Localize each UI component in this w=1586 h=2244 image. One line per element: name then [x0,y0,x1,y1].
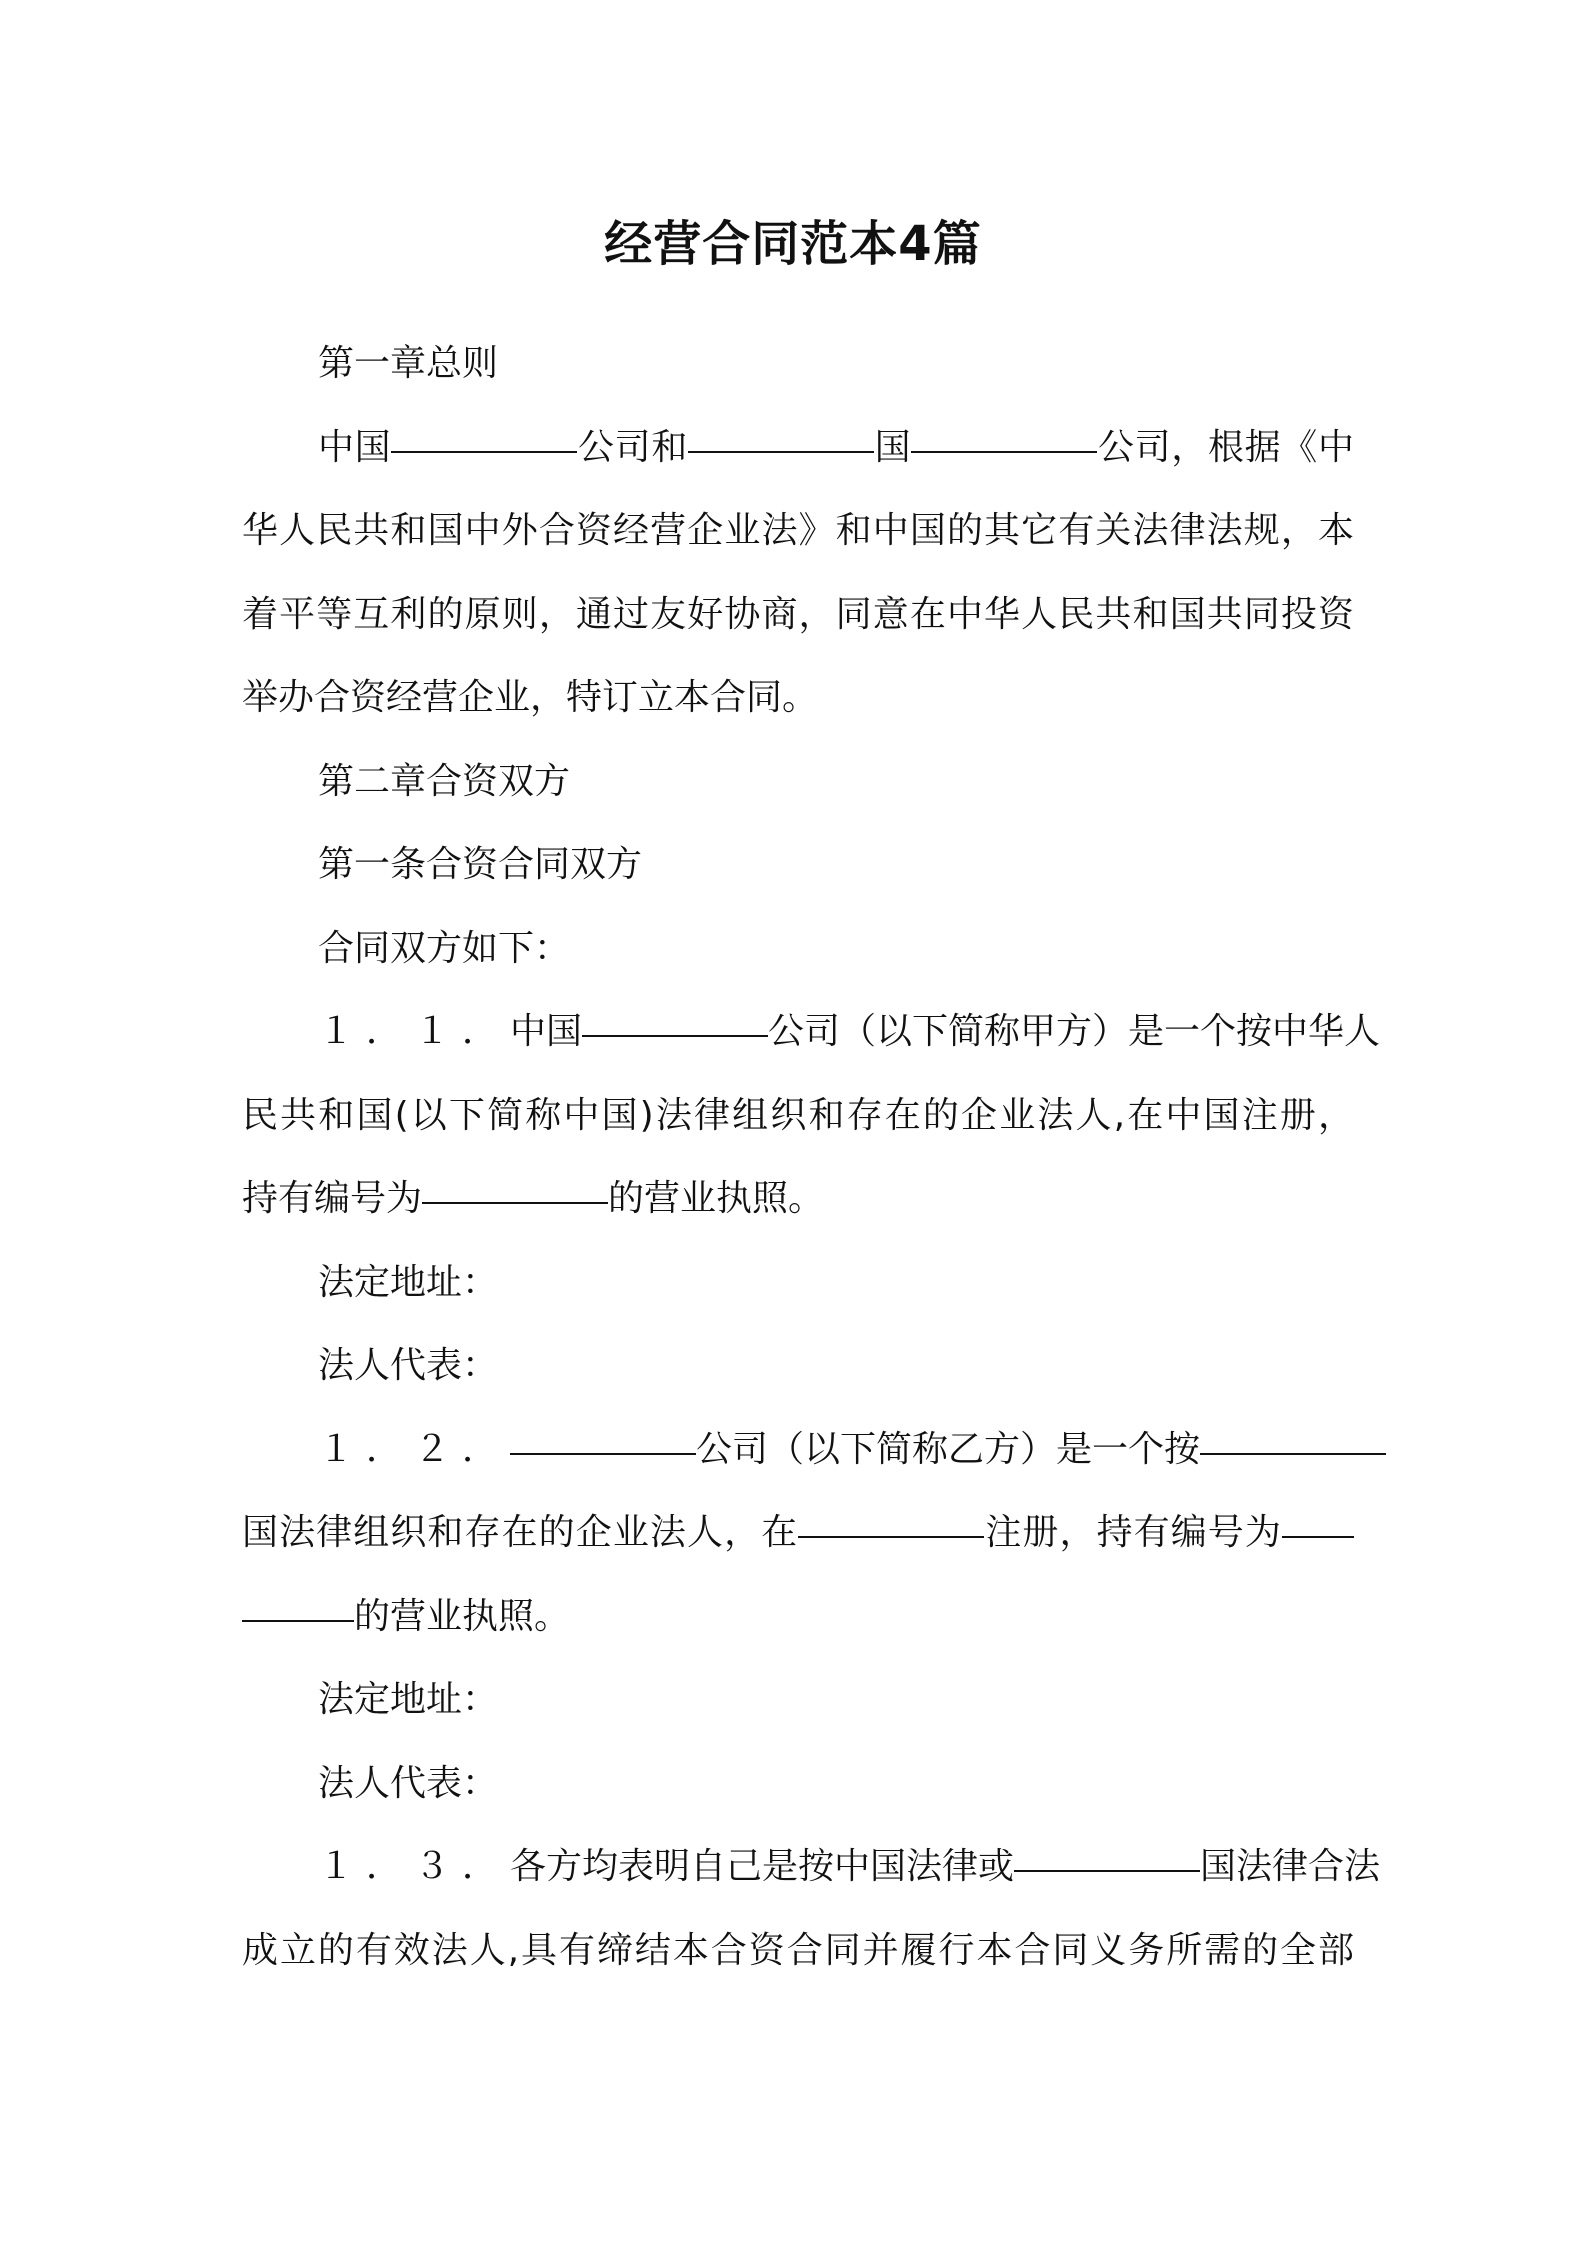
clause-1-2-line-3 [242,1575,1354,1659]
text-segment: 公司（以下简称乙方）是一个按 [696,1428,1201,1470]
clause-1-2-line-1 [242,1408,1354,1492]
fill-blank [510,1452,696,1455]
paragraph-1-line-1 [242,406,1354,490]
legal-address-a: 法定地址： [318,1261,499,1303]
fill-blank [391,450,577,453]
fill-blank [1200,1452,1386,1455]
paragraph-1-line-3: 着平等互利的原则，通过友好协商，同意在中华人民共和国共同投资 [242,593,1354,635]
paragraph-1-line-2: 华人民共和国中外合资经营企业法》和中国的其它有关法律法规，本 [242,510,1354,551]
text-segment: 国法律组织和存在的企业法人，在 [242,1512,799,1553]
fill-blank [1282,1535,1354,1538]
chapter-1-heading: 第一章总则 [318,343,499,384]
text-segment: 中国 [510,1011,583,1052]
paragraph-1-line-4: 举办合资经营企业，特订立本合同。 [242,677,819,718]
clause-number: １．３． [318,1846,511,1887]
text-segment: 各方均表明自己是按中国法律或 [510,1846,1015,1887]
legal-address-b: 法定地址： [318,1679,499,1720]
clause-1-2-line-2 [242,1491,1354,1575]
fill-blank [911,450,1097,453]
text-segment: 注册，持有编号为 [984,1512,1282,1553]
text-segment: 持有编号为 [242,1178,423,1219]
clause-1-3-line-2: 成立的有效法人,具有缔结本合资合同并履行本合同义务所需的全部 [242,1929,1354,1971]
text-segment: 中国 [318,426,392,468]
fill-blank [242,1619,354,1622]
clause-number: １．１． [318,1011,511,1052]
chapter-2-heading: 第二章合资双方 [318,760,571,802]
legal-representative-a: 法人代表： [318,1345,499,1386]
fill-blank [688,450,874,453]
parties-intro: 合同双方如下： [318,927,571,969]
fill-blank [1014,1869,1200,1872]
article-1-heading: 第一条合资合同双方 [318,844,643,885]
text-segment: 公司（以下简称甲方）是一个按中华人 [768,1011,1381,1052]
fill-blank [582,1034,768,1037]
clause-number: １．２． [318,1428,511,1470]
document-body [242,322,1381,1992]
fill-blank [422,1201,608,1204]
text-segment: 的营业执照。 [608,1178,825,1219]
fill-blank [798,1535,984,1538]
text-segment: 公司，根据《中 [1097,426,1354,468]
document-title: 经营合同范本4篇 [604,216,982,272]
legal-representative-b: 法人代表： [318,1762,499,1804]
text-segment: 公司和 [577,426,688,468]
clause-1-3-line-1 [242,1825,1381,1909]
clause-1-1-line-2: 民共和国(以下简称中国)法律组织和存在的企业法人,在中国注册， [242,1094,1354,1136]
text-segment: 国 [873,426,912,468]
text-segment: 国法律合法 [1200,1846,1381,1887]
clause-1-1-line-1 [242,990,1381,1074]
text-segment: 的营业执照。 [354,1595,571,1637]
clause-1-1-line-3 [242,1157,1354,1241]
